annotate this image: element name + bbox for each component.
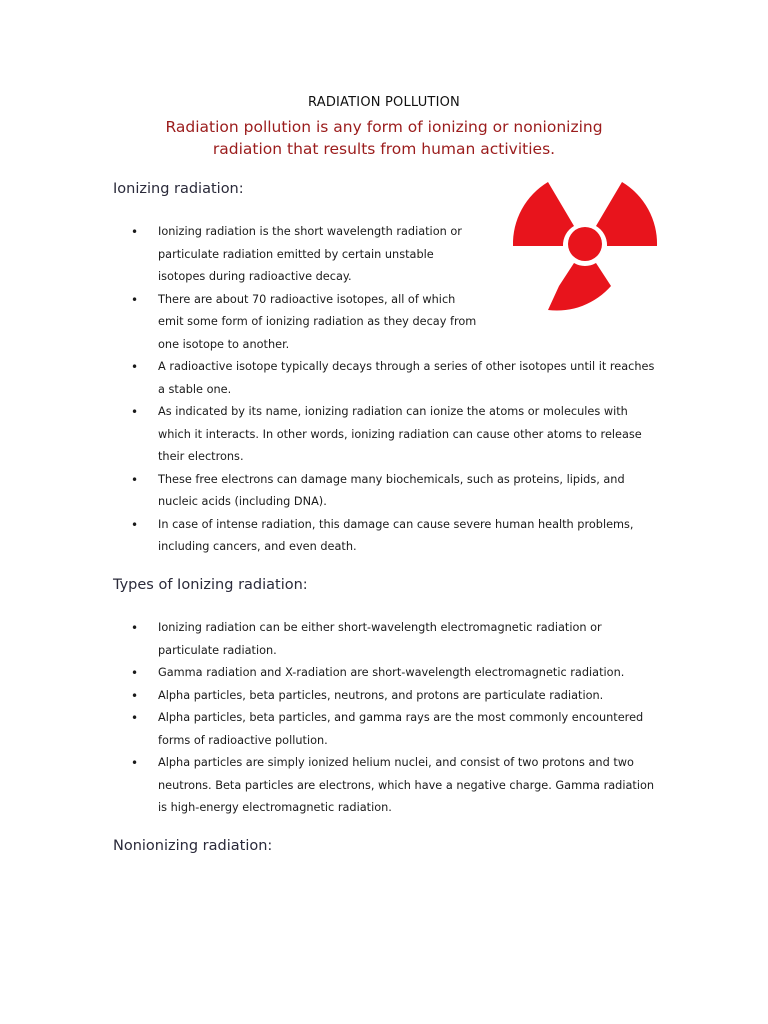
ionizing-radiation-list — [113, 221, 658, 559]
list-item: • These free electrons can damage many biochemicals, such as proteins, lipids, and nucleic acids (including DNA). — [113, 469, 658, 514]
list-item: • Alpha particles are simply ionized helium nuclei, and consist of two protons and two neutrons. Beta particles are electrons, which have a negative charge. Gamma radiation is high-energy electromagnetic radiation. — [113, 752, 658, 820]
list-item: • Alpha particles, beta particles, neutrons, and protons are particulate radiation. — [113, 685, 658, 708]
list-item: • A radioactive isotope typically decays through a series of other isotopes until it reaches a stable one. — [113, 356, 658, 401]
list-item: • There are about 70 radioactive isotopes, all of which emit some form of ionizing radiation as they decay from one isotope to another. — [113, 289, 478, 357]
heading-types-of-ionizing-radiation: Types of Ionizing radiation: — [113, 577, 308, 593]
list-item: • Ionizing radiation is the short wavelength radiation or particulate radiation emitted by certain unstable isotopes during radioactive decay. — [113, 221, 478, 289]
list-item: • Ionizing radiation can be either short-wavelength electromagnetic radiation or particulate radiation. — [113, 617, 658, 662]
heading-ionizing-radiation: Ionizing radiation: — [113, 181, 244, 197]
subtitle-line-1: Radiation pollution is any form of ionizing or nonionizing — [165, 118, 603, 136]
list-item: • As indicated by its name, ionizing radiation can ionize the atoms or molecules with which it interacts. In other words, ionizing radiation can cause other atoms to release their electrons. — [113, 401, 658, 469]
document-title: RADIATION POLLUTION — [308, 95, 460, 110]
list-item: • In case of intense radiation, this damage can cause severe human health problems, including cancers, and even death. — [113, 514, 658, 559]
document-subtitle — [0, 116, 768, 160]
types-of-ionizing-radiation-list — [113, 617, 658, 820]
list-item: • Alpha particles, beta particles, and gamma rays are the most commonly encountered forms of radioactive pollution. — [113, 707, 658, 752]
list-item: • Gamma radiation and X-radiation are short-wavelength electromagnetic radiation. — [113, 662, 658, 685]
subtitle-line-2: radiation that results from human activities. — [212, 140, 556, 158]
heading-nonionizing-radiation: Nonionizing radiation: — [113, 838, 273, 854]
